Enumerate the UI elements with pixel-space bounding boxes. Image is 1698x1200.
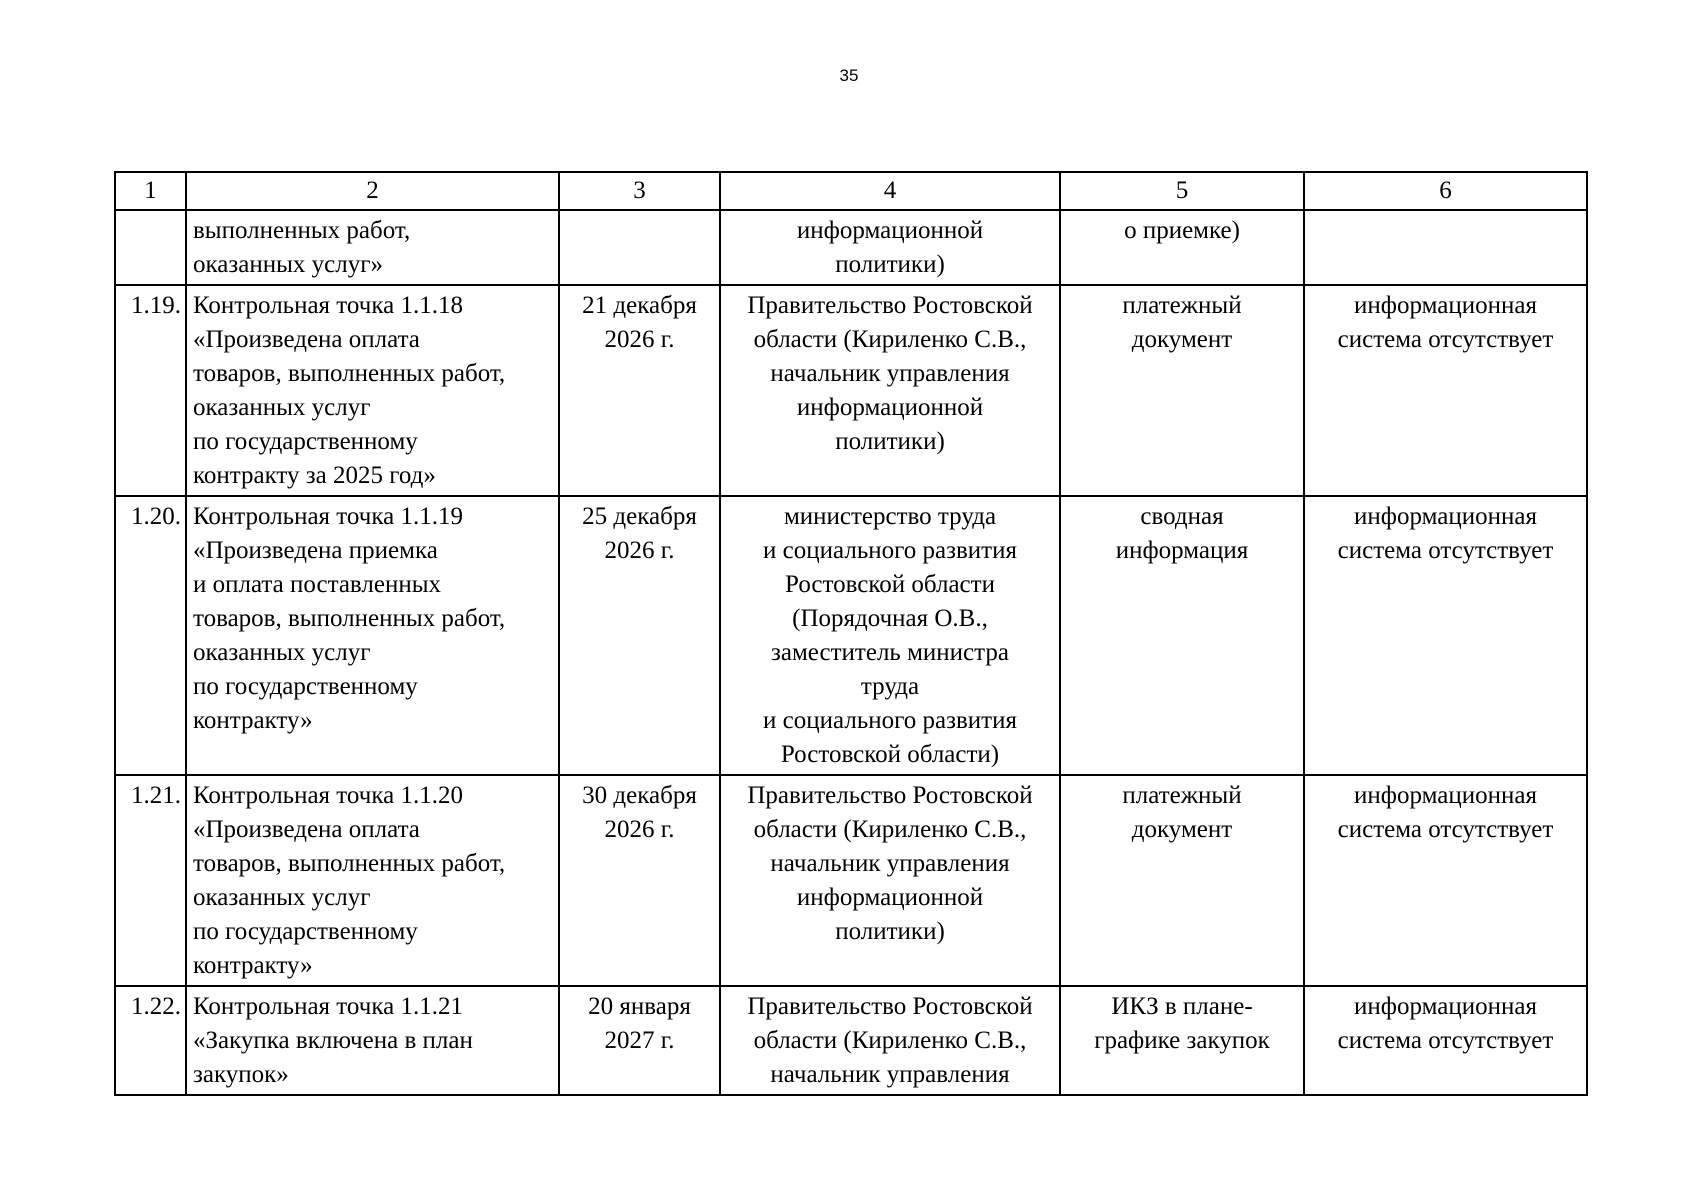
table-row <box>115 285 1587 496</box>
control-point-name-cell: Контрольная точка 1.1.21 «Закупка включена в план закупок» <box>186 986 559 1095</box>
document-type-cell: платежный документ <box>1060 775 1304 986</box>
information-system-cell: информационная система отсутствует <box>1304 775 1587 986</box>
deadline-cell <box>559 210 720 285</box>
column-number-1: 1 <box>115 172 186 210</box>
table-row <box>115 986 1587 1095</box>
responsible-cell: информационной политики) <box>720 210 1060 285</box>
row-number-cell: 1.21. <box>115 775 186 986</box>
document-type-cell: платежный документ <box>1060 285 1304 496</box>
column-number-row <box>115 172 1587 210</box>
column-number-6: 6 <box>1304 172 1587 210</box>
document-type-cell: ИКЗ в плане- графике закупок <box>1060 986 1304 1095</box>
row-number-cell: 1.19. <box>115 285 186 496</box>
control-point-name-cell: Контрольная точка 1.1.19 «Произведена приемка и оплата поставленных товаров, выполненных работ, оказанных услуг по государственному контракту» <box>186 496 559 775</box>
table-row <box>115 210 1587 285</box>
deadline-cell: 20 января 2027 г. <box>559 986 720 1095</box>
control-points-table <box>114 171 1588 1096</box>
column-number-4: 4 <box>720 172 1060 210</box>
document-type-cell: сводная информация <box>1060 496 1304 775</box>
control-point-name-cell: Контрольная точка 1.1.20 «Произведена оплата товаров, выполненных работ, оказанных услуг по государственному контракту» <box>186 775 559 986</box>
control-point-name-cell: Контрольная точка 1.1.18 «Произведена оплата товаров, выполненных работ, оказанных услуг по государственному контракту за 2025 год» <box>186 285 559 496</box>
control-point-name-cell: выполненных работ, оказанных услуг» <box>186 210 559 285</box>
information-system-cell: информационная система отсутствует <box>1304 285 1587 496</box>
deadline-cell: 25 декабря 2026 г. <box>559 496 720 775</box>
information-system-cell: информационная система отсутствует <box>1304 496 1587 775</box>
column-number-2: 2 <box>186 172 559 210</box>
table-row <box>115 496 1587 775</box>
deadline-cell: 30 декабря 2026 г. <box>559 775 720 986</box>
responsible-cell: Правительство Ростовской области (Кириленко С.В., начальник управления информационной политики) <box>720 775 1060 986</box>
column-number-5: 5 <box>1060 172 1304 210</box>
information-system-cell: информационная система отсутствует <box>1304 986 1587 1095</box>
row-number-cell <box>115 210 186 285</box>
table-row <box>115 775 1587 986</box>
responsible-cell: Правительство Ростовской области (Кириленко С.В., начальник управления <box>720 986 1060 1095</box>
row-number-cell: 1.20. <box>115 496 186 775</box>
responsible-cell: министерство труда и социального развития Ростовской области (Порядочная О.В., заместитель министра труда и социального развития Ростовской области) <box>720 496 1060 775</box>
information-system-cell <box>1304 210 1587 285</box>
row-number-cell: 1.22. <box>115 986 186 1095</box>
document-type-cell: о приемке) <box>1060 210 1304 285</box>
page-number: 35 <box>839 66 859 85</box>
responsible-cell: Правительство Ростовской области (Кириленко С.В., начальник управления информационной политики) <box>720 285 1060 496</box>
column-number-3: 3 <box>559 172 720 210</box>
deadline-cell: 21 декабря 2026 г. <box>559 285 720 496</box>
